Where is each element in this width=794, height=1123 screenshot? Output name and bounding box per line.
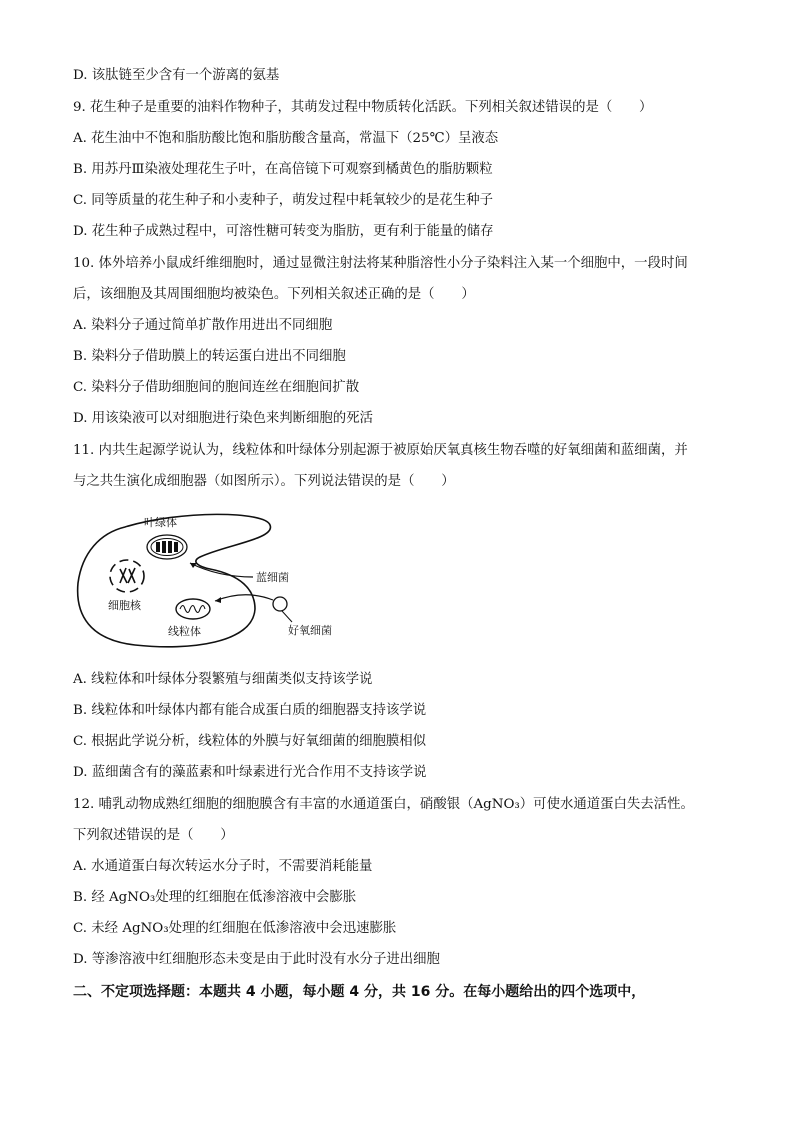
q11-option-a: A. 线粒体和叶绿体分裂繁殖与细菌类似支持该学说	[73, 672, 373, 687]
q9-option-b: B. 用苏丹Ⅲ染液处理花生子叶，在高倍镜下可观察到橘黄色的脂肪颗粒	[73, 162, 493, 177]
label-nucleus: 细胞核	[108, 599, 141, 612]
q9-option-a: A. 花生油中不饱和脂肪酸比饱和脂肪酸含量高，常温下（25℃）呈液态	[73, 131, 499, 146]
q12-option-c: C. 未经 AgNO₃处理的红细胞在低渗溶液中会迅速膨胀	[73, 921, 397, 936]
q10-option-a: A. 染料分子通过简单扩散作用进出不同细胞	[73, 318, 333, 333]
endosymbiosis-diagram	[70, 505, 370, 655]
q9-stem: 9. 花生种子是重要的油料作物种子，其萌发过程中物质转化活跃。下列相关叙述错误的是（ ）	[73, 100, 653, 115]
chloroplast-organelle	[147, 535, 187, 559]
section-2-heading: 二、不定项选择题：本题共 4 小题，每小题 4 分，共 16 分。在每小题给出的四个选项中，	[73, 984, 646, 1000]
nucleus-organelle	[110, 560, 144, 592]
q10-option-d: D. 用该染液可以对细胞进行染色来判断细胞的死活	[73, 411, 373, 426]
label-aerobic-bacteria: 好氧细菌	[288, 624, 332, 637]
q9-option-d: D. 花生种子成熟过程中，可溶性糖可转变为脂肪，更有利于能量的储存	[73, 224, 494, 239]
q8-option-d: D. 该肽链至少含有一个游离的氨基	[73, 68, 280, 83]
label-cyanobacteria: 蓝细菌	[256, 571, 289, 584]
q12-option-b: B. 经 AgNO₃处理的红细胞在低渗溶液中会膨胀	[73, 890, 357, 905]
aerobic-bacteria-cell	[273, 597, 287, 611]
q12-stem-line1: 12. 哺乳动物成熟红细胞的细胞膜含有丰富的水通道蛋白，硝酸银（AgNO₃）可使水通道蛋白失去活性。	[73, 797, 694, 812]
mitochondrion-organelle	[176, 599, 210, 619]
q11-stem-line1: 11. 内共生起源学说认为，线粒体和叶绿体分别起源于被原始厌氧真核生物吞噬的好氧细菌和蓝细菌，并	[73, 443, 688, 458]
label-mitochondrion: 线粒体	[168, 625, 201, 638]
q10-stem-line1: 10. 体外培养小鼠成纤维细胞时，通过显微注射法将某种脂溶性小分子染料注入某一个细胞中，一段时间	[73, 256, 688, 271]
q12-option-d: D. 等渗溶液中红细胞形态未变是由于此时没有水分子进出细胞	[73, 952, 440, 967]
q11-option-d: D. 蓝细菌含有的藻蓝素和叶绿素进行光合作用不支持该学说	[73, 765, 427, 780]
q11-option-b: B. 线粒体和叶绿体内都有能合成蛋白质的细胞器支持该学说	[73, 703, 427, 718]
q10-option-c: C. 染料分子借助细胞间的胞间连丝在细胞间扩散	[73, 380, 360, 395]
q12-option-a: A. 水通道蛋白每次转运水分子时，不需要消耗能量	[73, 859, 373, 874]
q10-stem-line2: 后，该细胞及其周围细胞均被染色。下列相关叙述正确的是（ ）	[73, 287, 475, 302]
q11-option-c: C. 根据此学说分析，线粒体的外膜与好氧细菌的细胞膜相似	[73, 734, 427, 749]
q10-option-b: B. 染料分子借助膜上的转运蛋白进出不同细胞	[73, 349, 346, 364]
aerobic-bacteria-arrow	[215, 595, 273, 601]
q11-stem-line2: 与之共生演化成细胞器（如图所示）。下列说法错误的是（ ）	[73, 474, 455, 489]
q12-stem-line2: 下列叙述错误的是（ ）	[73, 828, 234, 843]
label-chloroplast: 叶绿体	[144, 516, 177, 529]
q9-option-c: C. 同等质量的花生种子和小麦种子，萌发过程中耗氧较少的是花生种子	[73, 193, 493, 208]
